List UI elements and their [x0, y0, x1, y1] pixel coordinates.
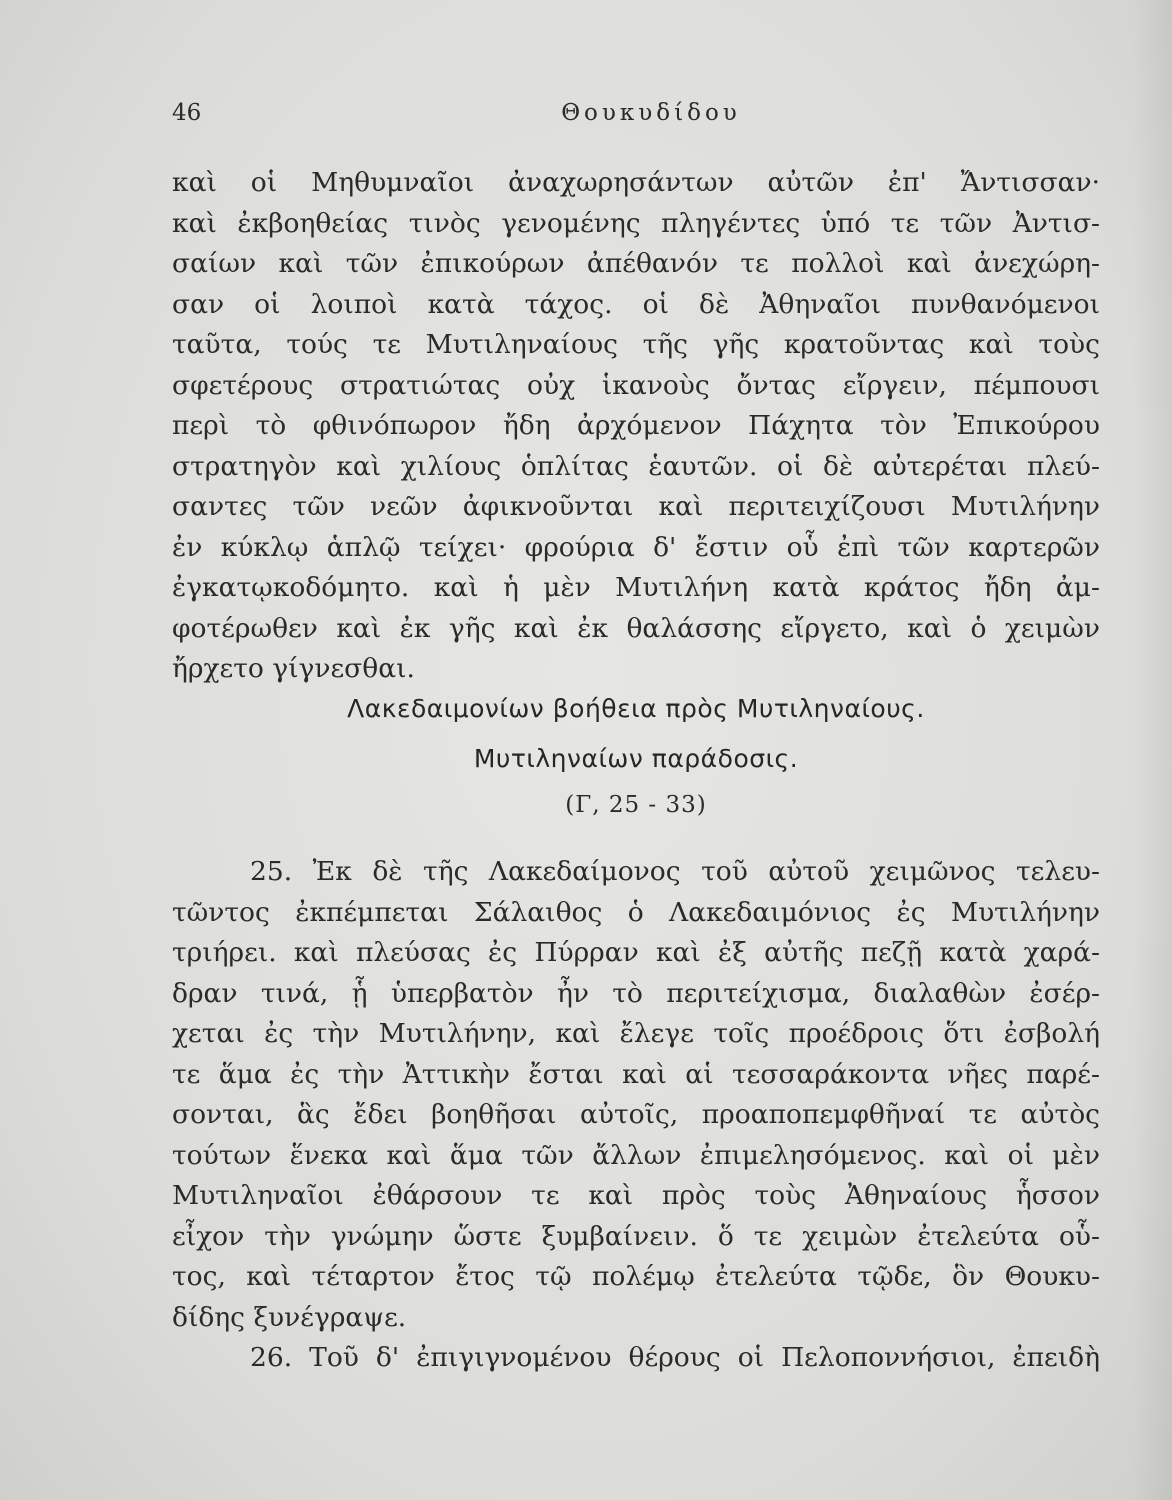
text-line: τῶντος ἐκπέμπεται Σάλαιθος ὁ Λακεδαιμόνιος ἐς Μυτιλήνην: [172, 896, 1100, 928]
text-line: 25. Ἐκ δὲ τῆς Λακεδαίμονος τοῦ αὐτοῦ χειμῶνος τελευ-: [250, 856, 1100, 887]
text-line: ἤρχετο γίγνεσθαι.: [172, 653, 415, 684]
running-title: Θουκυδίδου: [561, 100, 741, 126]
text-line: καὶ ἐκβοηθείας τινὸς γενομένης πληγέντες ὑπό τε τῶν Ἀντισ-: [172, 207, 1100, 239]
text-line: χεται ἐς τὴν Μυτιλήνην, καὶ ἔλεγε τοῖς προέδροις ὅτι ἐσβολή: [172, 1018, 1100, 1049]
text-line: τος, καὶ τέταρτον ἔτος τῷ πολέμῳ ἐτελεύτα τῷδε, ὃν Θουκυ-: [172, 1261, 1100, 1292]
paragraph-2: [172, 852, 1100, 1379]
text-line: τριήρει. καὶ πλεύσας ἐς Πύρραν καὶ ἐξ αὐτῆς πεζῇ κατὰ χαρά-: [172, 937, 1100, 968]
text-line: σονται, ἃς ἔδει βοηθῆσαι αὐτοῖς, προαποπεμφθῆναί τε αὐτὸς: [172, 1099, 1100, 1130]
text-line: ἐγκατῳκοδόμητο. καὶ ἡ μὲν Μυτιλήνη κατὰ κράτος ἤδη ἀμ-: [172, 572, 1100, 603]
text-line: φοτέρωθεν καὶ ἐκ γῆς καὶ ἐκ θαλάσσης εἴργετο, καὶ ὁ χειμὼν: [172, 612, 1100, 644]
text-line: 26. Τοῦ δ' ἐπιγιγνομένου θέρους οἱ Πελοποννήσιοι, ἐπειδὴ: [250, 1342, 1100, 1373]
text-line: τούτων ἕνεκα καὶ ἅμα τῶν ἄλλων ἐπιμελησόμενος. καὶ οἱ μὲν: [172, 1139, 1100, 1171]
text-line: ἐν κύκλῳ ἁπλῷ τείχει· φρούρια δ' ἔστιν οὗ ἐπὶ τῶν καρτερῶν: [172, 531, 1100, 563]
section-subheading: Μυτιληναίων παράδοσις.: [473, 744, 799, 773]
text-line: καὶ οἱ Μηθυμναῖοι ἀναχωρησάντων αὐτῶν ἐπ' Ἄντισσαν·: [172, 167, 1100, 198]
text-line: σαίων καὶ τῶν ἐπικούρων ἀπέθανόν τε πολλοὶ καὶ ἀνεχώρη-: [172, 248, 1100, 279]
text-line: στρατηγὸν καὶ χιλίους ὁπλίτας ἑαυτῶν. οἱ δὲ αὐτερέται πλεύ-: [172, 450, 1100, 482]
page-header: [172, 100, 1100, 134]
text-line: σαν οἱ λοιποὶ κατὰ τάχος. οἱ δὲ Ἀθηναῖοι πυνθανόμενοι: [172, 288, 1100, 320]
text-line: σφετέρους στρατιώτας οὐχ ἱκανοὺς ὄντας εἴργειν, πέμπουσι: [172, 369, 1100, 401]
page-edge-shadow: [1132, 0, 1172, 1500]
text-line: εἶχον τὴν γνώμην ὥστε ξυμβαίνειν. ὅ τε χειμὼν ἐτελεύτα οὗ-: [172, 1220, 1100, 1252]
text-line: περὶ τὸ φθινόπωρον ἤδη ἀρχόμενον Πάχητα τὸν Ἐπικούρου: [172, 410, 1100, 441]
paragraph-1: [172, 163, 1100, 690]
text-line: δραν τινά, ᾗ ὑπερβατὸν ἦν τὸ περιτείχισμα, διαλαθὼν ἐσέρ-: [172, 977, 1100, 1009]
section-heading: Λακεδαιμονίων βοήθεια πρὸς Μυτιληναίους.: [347, 694, 925, 723]
text-line: τε ἅμα ἐς τὴν Ἀττικὴν ἔσται καὶ αἱ τεσσαράκοντα νῆες παρέ-: [172, 1058, 1100, 1090]
text-line: Μυτιληναῖοι ἐθάρσουν τε καὶ πρὸς τοὺς Ἀθηναίους ἧσσον: [172, 1180, 1100, 1211]
page-number: 46: [172, 100, 202, 126]
text-line: ταῦτα, τούς τε Μυτιληναίους τῆς γῆς κρατοῦντας καὶ τοὺς: [172, 329, 1100, 360]
section-reference: (Γ, 25 - 33): [565, 792, 707, 818]
text-line: σαντες τῶν νεῶν ἀφικνοῦνται καὶ περιτειχίζουσι Μυτιλήνην: [172, 491, 1100, 522]
text-line: δίδης ξυνέγραψε.: [172, 1301, 407, 1333]
